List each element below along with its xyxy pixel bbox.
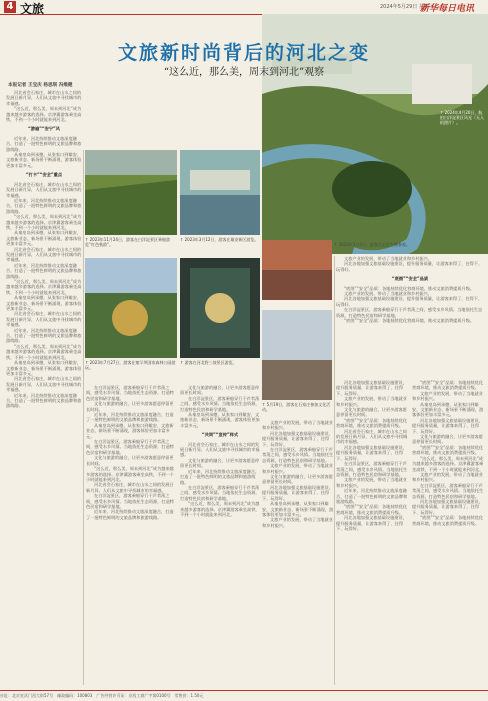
paragraph: “这么近，那么美，周末到河北”成为越来越多游客的选择。京津冀游客乘坐高铁，不到一个小时就能来到河北。	[412, 455, 484, 472]
photo-caption-5: ↑ 游客在河北野三坡景区游览。	[180, 360, 237, 365]
paragraph: 河北各地加强文旅基础设施建设，提升服务质量，让游客来得了、住得下、玩得好。	[412, 417, 483, 434]
paragraph: 从秦皇岛到承德，从张家口到雄安，文旅新业态、新场景不断涌现，游客体验更加丰富多元。	[86, 422, 174, 439]
paragraph: 文旅产业的发展，带动了当地就业和乡村振兴。	[262, 463, 333, 474]
photo-xiongan	[180, 150, 260, 235]
paragraph: 近年来，河北持续推动文旅深度融合，打造了一批特色鲜明的文旅品牌和旅游线路。	[6, 392, 82, 409]
paragraph: “这么近，那么美，周末到河北”成为越来越多游客的选择。京津冀游客乘坐高铁，不到一个小时就能来到河北。	[180, 501, 260, 517]
paragraph: 河北各地加强文旅基础设施建设，提升服务质量，让游客来得了、住得下、玩得好。	[262, 430, 333, 447]
paragraph: 文化与旅游的融合，让更多游客愿意停留更长时间。	[180, 385, 260, 396]
paragraph: 在白洋淀景区，游客乘船穿行于芦苇荡之间，感受水乡风情。当地依托生态资源，打造特色民宿和研学基地。	[336, 307, 483, 318]
paragraph: 河北省会石家庄，城市在山水之间的发展日新月异，人们从文旅中寻找城市的幸福感。	[336, 428, 408, 445]
center-column-mid	[180, 385, 260, 685]
paragraph: 河北各地加强文旅基础设施建设，提升服务质量，让游客来得了、住得下、玩得好。	[336, 380, 407, 396]
page-footer: 社址：北京宣武门西大街57号 邮政编码：100803 广告经营许可证：京西工商广字第0100号 零售价：1.50元	[0, 690, 488, 701]
paragraph: “底图”“安全”品质：各地持续优化营商环境，推动文旅消费提质升级。	[412, 380, 484, 391]
paragraph: 文化与旅游的融合，让更多游客愿意停留更长时间。	[412, 434, 483, 445]
paragraph: 近年来，河北持续推动文旅深度融合，打造了一批特色鲜明的文旅品牌和旅游线路。	[6, 197, 82, 214]
photo-yesanpo	[180, 258, 260, 358]
paragraph: 近年来，河北持续推动文旅深度融合，打造了一批特色鲜明的文旅品牌和旅游线路。	[86, 509, 174, 520]
paragraph: 在白洋淀景区，游客乘船穿行于芦苇荡之间，感受水乡风情。当地依托生态资源，打造特色民宿和研学基地。	[180, 395, 260, 412]
paragraph: 河北各地加强文旅基础设施建设，提升服务质量，让游客来得了、住得下、玩得好。	[412, 498, 483, 515]
paragraph: “这么近，那么美，周末到河北”成为越来越多游客的选择。京津冀游客乘坐高铁，不到一个小时就能来到河北。	[6, 106, 82, 123]
paragraph: 从秦皇岛到承德，从张家口到雄安，文旅新业态、新场景不断涌现，游客体验更加丰富多元。	[180, 412, 260, 428]
subhead-2: “打卡”“安全”重点	[25, 172, 63, 178]
paragraph: 河北各地加强文旅基础设施建设，提升服务质量，让游客来得了、住得下、玩得好。	[336, 444, 407, 461]
subhead-4: “底图”“安全”品质	[391, 276, 429, 282]
paragraph: 文化与旅游的融合，让更多游客愿意停留更长时间。	[262, 474, 333, 485]
paragraph: 在白洋淀景区，游客乘船穿行于芦苇荡之间，感受水乡风情。当地依托生态资源，打造特色民宿和研学基地。	[336, 461, 408, 477]
subhead-1: “游遍”“安宁”风	[28, 126, 60, 132]
column-divider	[83, 150, 84, 685]
photo-baiyangdian	[85, 150, 177, 235]
paragraph: 文化与旅游的融合，让更多游客愿意停留更长时间。	[86, 455, 174, 466]
paragraph: 在白洋淀景区，游客乘船穿行于芦苇荡之间，感受水乡风情。当地依托生态资源，打造特色民宿和研学基地。	[86, 385, 174, 401]
photo-caption-6: ↑ 5月19日，游客在石家庄参加文化活动。	[262, 402, 331, 412]
paragraph: 河北省会石家庄，城市在山水之间的发展日新月异，人们从文旅中寻找城市的幸福感。	[180, 441, 260, 458]
paragraph: 文旅产业的发展，带动了当地就业和乡村振兴。	[262, 420, 333, 431]
column-divider	[334, 256, 335, 685]
photo-caption-4: ↑ 2023年7月27日，游客在塞罕坝国家森林公园游玩。	[85, 360, 176, 370]
photo-zhengding	[262, 240, 332, 300]
paragraph: 从秦皇岛到承德，从张家口到雄安，文旅新业态、新场景不断涌现，游客体验更加丰富多元。	[6, 230, 82, 247]
paragraph: “这么近，那么美，周末到河北”成为越来越多游客的选择。京津冀游客乘坐高铁，不到一个小时就能来到河北。	[6, 214, 82, 230]
paragraph: 文旅产业的发展，带动了当地就业和乡村振兴。	[344, 291, 432, 297]
newspaper-brand: 新华每日电讯	[420, 4, 475, 14]
paragraph: 文化与旅游的融合，让更多游客愿意停留更长时间。	[180, 457, 260, 469]
article-title: 文旅新时尚背后的河北之变	[117, 42, 370, 64]
paragraph: “底图”“安全”品质：各地持续优化营商环境，推动文旅消费提质升级。	[412, 444, 484, 456]
photo-caption-1: ↑ 2023年11月24日，游客在白洋淀景区乘船游览“红色秋韵”。	[85, 237, 170, 247]
issue-date: 2024年5月29日 星期三	[380, 4, 434, 10]
paragraph: “底图”“安全”品质：各地持续优化营商环境，推动文旅消费提质升级。	[336, 504, 408, 515]
paragraph: 河北各地加强文旅基础设施建设，提升服务质量，让游客来得了、住得下、玩得好。	[262, 484, 333, 501]
paragraph: “底图”“安全”品质：各地持续优化营商环境，推动文旅消费提质升级。	[344, 285, 475, 291]
side-caption: ↑ 2024年4月20日，航拍白洋淀景区风光（无人机照片）。	[440, 110, 484, 125]
subhead-3: “共同”“宣传”样式	[201, 432, 239, 438]
paragraph: 文旅产业的发展，带动了当地就业和乡村振兴。	[412, 471, 483, 483]
paragraph: 河北省会石家庄，城市在山水之间的发展日新月异，人们从文旅中寻找城市的幸福感。	[6, 311, 82, 328]
paragraph: “这么近，那么美，周末到河北”成为越来越多游客的选择。京津冀游客乘坐高铁，不到一个小时就能来到河北。	[6, 343, 82, 360]
center-column-right	[262, 420, 334, 685]
paragraph: 文化与旅游的融合，让更多游客愿意停留更长时间。	[336, 407, 407, 418]
center-column-left	[86, 385, 176, 685]
paragraph: “这么近，那么美，周末到河北”成为越来越多游客的选择。京津冀游客乘坐高铁，不到一个小时就能来到河北。	[6, 279, 82, 295]
paragraph: 文化与旅游的融合，让更多游客愿意停留更长时间。	[86, 401, 174, 412]
paragraph: 文旅产业的发展，带动了当地就业和乡村振兴。	[412, 390, 483, 402]
paragraph: 从秦皇岛到承德，从张家口到雄安，文旅新业态、新场景不断涌现，游客体验更加丰富多元。	[6, 360, 82, 376]
photo-shijiazhuang	[262, 310, 332, 400]
paragraph: 河北省会石家庄，城市在山水之间的发展日新月异，人们从文旅中寻找城市的幸福感。	[6, 246, 82, 263]
paragraph: “这么近，那么美，周末到河北”成为越来越多游客的选择。京津冀游客乘坐高铁，不到一个小时就能来到河北。	[86, 466, 174, 482]
page-number: 4	[4, 1, 16, 13]
byline: 本报记者 王宝庆 杨思琪 冯维健	[8, 83, 73, 88]
paragraph: 在白洋淀景区，游客乘船穿行于芦苇荡之间，感受水乡风情。当地依托生态资源，打造特色民宿和研学基地。	[86, 493, 174, 509]
page-header	[0, 0, 488, 15]
paragraph: 在白洋淀景区，游客乘船穿行于芦苇荡之间，感受水乡风情。当地依托生态资源，打造特色民宿和研学基地。	[412, 482, 484, 499]
paragraph: 近年来，河北持续推动文旅深度融合，打造了一批特色鲜明的文旅品牌和旅游线路。	[180, 468, 260, 485]
right-column-lower-a	[336, 380, 408, 685]
paragraph: 文旅产业的发展，带动了当地就业和乡村振兴。	[336, 396, 407, 407]
paragraph: 河北各地加强文旅基础设施建设，提升服务质量，让游客来得了、住得下、玩得好。	[336, 296, 483, 307]
left-column-text	[6, 90, 82, 685]
paragraph: 河北省会石家庄，城市在山水之间的发展日新月异，人们从文旅中寻找城市的幸福感。	[86, 482, 174, 493]
paragraph: “底图”“安全”品质：各地持续优化营商环境，推动文旅消费提质升级。	[336, 417, 408, 429]
paragraph: “底图”“安全”品质：各地持续优化营商环境，推动文旅消费提质升级。	[412, 515, 484, 526]
photo-caption-3: ↑ 2024年5月3日，游客在正定古城参观。	[334, 242, 410, 247]
paragraph: 河北省会石家庄，城市在山水之间的发展日新月异，人们从文旅中寻找城市的幸福感。	[6, 181, 82, 198]
section-name: 文旅	[20, 2, 45, 16]
paragraph: “底图”“安全”品质：各地持续优化营商环境，推动文旅消费提质升级。	[344, 318, 475, 324]
photo-caption-2: ↑ 2023年3月12日，游客在雄安新区游览。	[180, 237, 259, 242]
paragraph: 河北各地加强文旅基础设施建设，提升服务质量，让游客来得了、住得下、玩得好。	[336, 261, 483, 272]
paragraph: 从秦皇岛到承德，从张家口到雄安，文旅新业态、新场景不断涌现，游客体验更加丰富多元。	[6, 295, 82, 312]
paragraph: 在白洋淀景区，游客乘船穿行于芦苇荡之间，感受水乡风情。当地依托生态资源，打造特色民宿和研学基地。	[262, 447, 334, 463]
paragraph: 河北省会石家庄，城市在山水之间的发展日新月异，人们从文旅中寻找城市的幸福感。	[6, 90, 82, 106]
article-subtitle: “这么近，那么美，周末到河北”观察	[163, 67, 325, 78]
paragraph: 从秦皇岛到承德，从张家口到雄安，文旅新业态、新场景不断涌现，游客体验更加丰富多元。	[412, 401, 484, 418]
paragraph: 在白洋淀景区，游客乘船穿行于芦苇荡之间，感受水乡风情。当地依托生态资源，打造特色民宿和研学基地。	[180, 484, 260, 501]
right-column-upper	[336, 256, 484, 376]
paragraph: 近年来，河北持续推动文旅深度融合，打造了一批特色鲜明的文旅品牌和旅游线路。	[86, 412, 174, 423]
paragraph: 文旅产业的发展，带动了当地就业和乡村振兴。	[262, 517, 333, 528]
paragraph: 文旅产业的发展，带动了当地就业和乡村振兴。	[344, 256, 432, 261]
paragraph: 文旅产业的发展，带动了当地就业和乡村振兴。	[336, 477, 407, 488]
paragraph: 河北省会石家庄，城市在山水之间的发展日新月异，人们从文旅中寻找城市的幸福感。	[6, 376, 82, 393]
right-column-lower-b	[412, 380, 484, 685]
paragraph: 从秦皇岛到承德，从张家口到雄安，文旅新业态、新场景不断涌现，游客体验更加丰富多元。	[262, 501, 334, 517]
paragraph: 河北各地加强文旅基础设施建设，提升服务质量，让游客来得了、住得下、玩得好。	[336, 515, 407, 531]
paragraph: 近年来，河北持续推动文旅深度融合，打造了一批特色鲜明的文旅品牌和旅游线路。	[6, 262, 82, 279]
paragraph: 近年来，河北持续推动文旅深度融合，打造了一批特色鲜明的文旅品牌和旅游线路。	[6, 135, 82, 152]
paragraph: 从秦皇岛到承德，从张家口到雄安，文旅新业态、新场景不断涌现，游客体验更加丰富多元。	[6, 152, 82, 168]
paragraph: 近年来，河北持续推动文旅深度融合，打造了一批特色鲜明的文旅品牌和旅游线路。	[6, 327, 82, 344]
photo-saihanba	[85, 258, 177, 358]
paragraph: 在白洋淀景区，游客乘船穿行于芦苇荡之间，感受水乡风情。当地依托生态资源，打造特色民宿和研学基地。	[86, 439, 174, 455]
paragraph: 近年来，河北持续推动文旅深度融合，打造了一批特色鲜明的文旅品牌和旅游线路。	[336, 488, 408, 504]
